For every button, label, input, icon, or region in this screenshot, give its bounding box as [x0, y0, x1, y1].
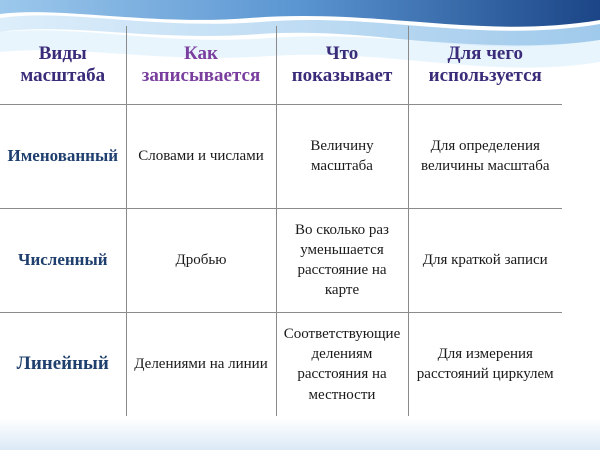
table-row	[0, 208, 562, 312]
cell-shows: Величину масштаба	[276, 104, 408, 208]
row-type-named: Именованный	[0, 104, 126, 208]
footer-decoration	[0, 418, 600, 450]
row-type-linear: Линейный	[0, 312, 126, 416]
cell-shows: Во сколько раз уменьшается расстояние на карте	[276, 208, 408, 312]
cell-purpose: Для краткой записи	[408, 208, 562, 312]
cell-purpose: Для определения величины масштаба	[408, 104, 562, 208]
row-type-numeric: Численный	[0, 208, 126, 312]
cell-purpose: Для измерения расстояний циркулем	[416, 346, 554, 383]
cell-written: Делениями на линии	[126, 312, 276, 416]
cell-written: Дробью	[126, 208, 276, 312]
header-what-shows: Что показывает	[276, 26, 408, 104]
table-row	[0, 104, 562, 208]
header-how-written: Как записывается	[126, 26, 276, 104]
cell-written: Словами и числами	[126, 104, 276, 208]
table-header-row	[0, 26, 562, 104]
cell-shows: Соответствующие делениям расстояния на местности	[276, 312, 408, 416]
header-purpose: Для чего используется	[408, 26, 562, 104]
table-row	[0, 312, 562, 416]
scale-types-table	[0, 26, 562, 416]
header-scale-types: Виды масштаба	[0, 26, 126, 104]
